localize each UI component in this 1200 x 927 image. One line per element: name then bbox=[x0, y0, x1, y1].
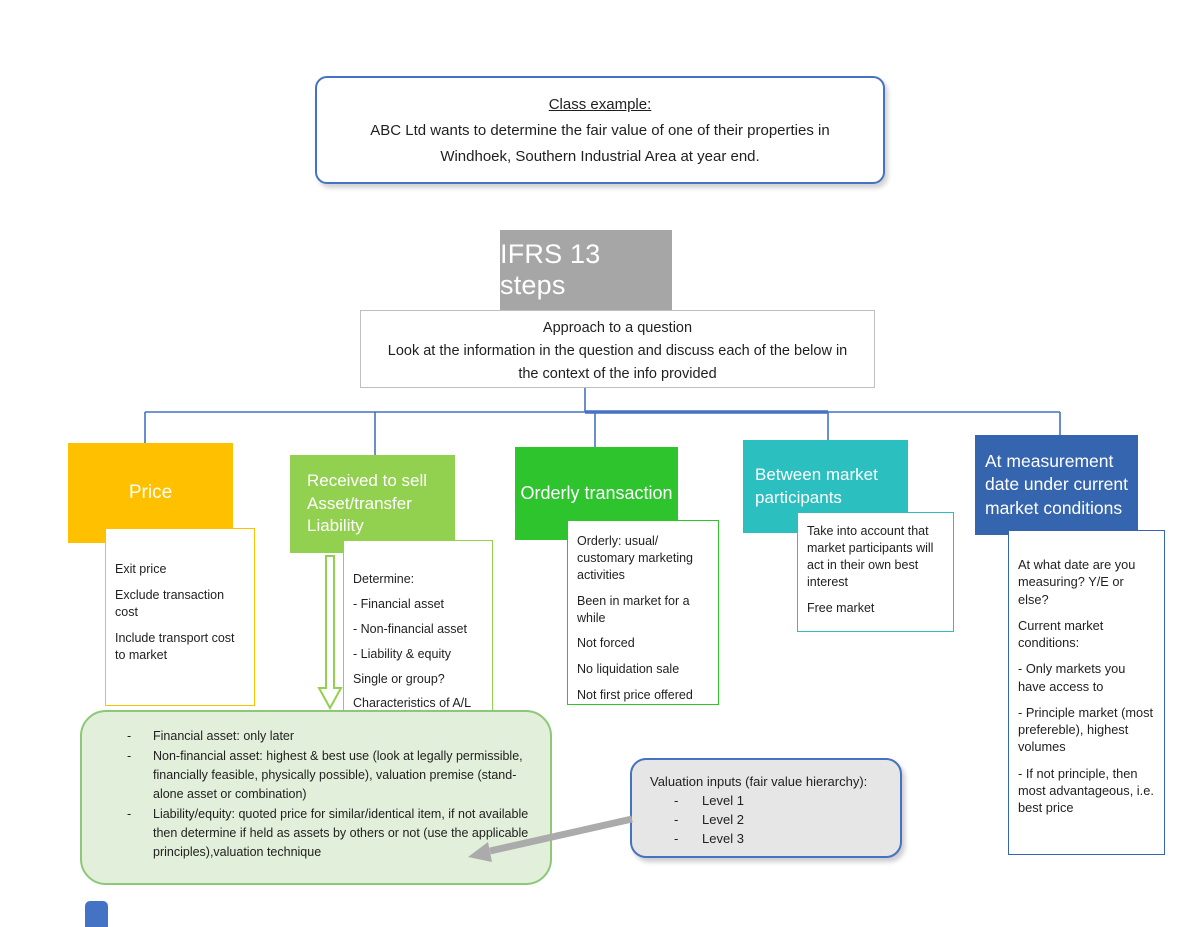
approach-line1: Approach to a question bbox=[542, 320, 693, 336]
approach-line3: the context of the info provided bbox=[518, 366, 717, 382]
header-orderly-transaction: Orderly transaction bbox=[515, 447, 678, 540]
valuation-level: Level 1 bbox=[702, 793, 744, 808]
class-example-title: Class example: bbox=[548, 96, 652, 113]
measurement-item: At what date are you measuring? Y/E or else? bbox=[1018, 557, 1136, 607]
class-example-line1: ABC Ltd wants to determine the fair value of one of their properties in bbox=[370, 122, 830, 139]
dash-bullet: - bbox=[127, 729, 132, 743]
orderly-item: Not first price offered bbox=[577, 688, 693, 703]
measurement-item: - Principle market (most prefereble), highest volumes bbox=[1018, 704, 1154, 755]
dash-bullet: - bbox=[674, 812, 679, 827]
participants-item: Take into account that market participants will act in their own best interest bbox=[807, 524, 934, 589]
class-example-line2: Windhoek, Southern Industrial Area at year end. bbox=[440, 148, 760, 165]
measurement-item: - Only markets you have access to bbox=[1018, 661, 1126, 694]
header-price: Price bbox=[68, 443, 233, 543]
header-received-to-sell: Received to sell Asset/transfer Liability bbox=[290, 455, 455, 553]
approach-line2: Look at the information in the question and discuss each of the below in bbox=[387, 343, 848, 359]
received-item: Determine: bbox=[353, 572, 415, 586]
orderly-item: Orderly: usual/ customary marketing activities bbox=[577, 534, 694, 582]
valuation-level: Level 3 bbox=[702, 831, 744, 846]
price-item: Exclude transaction cost bbox=[115, 587, 225, 619]
participants-item: Free market bbox=[807, 600, 875, 615]
header-between-market-participants: Between market participants bbox=[743, 440, 908, 533]
dash-bullet: - bbox=[674, 793, 679, 808]
price-item: Exit price bbox=[115, 562, 167, 576]
dash-bullet: - bbox=[674, 831, 679, 846]
dash-bullet: - bbox=[127, 807, 132, 821]
received-item: - Financial asset bbox=[353, 596, 445, 611]
asset-note-text: Financial asset: only later bbox=[153, 729, 295, 743]
valuation-inputs-title: Valuation inputs (fair value hierarchy): bbox=[650, 774, 868, 789]
dash-bullet: - bbox=[127, 749, 132, 763]
received-item: - Non-financial asset bbox=[353, 621, 467, 636]
asset-note-text: Non-financial asset: highest & best use (look at legally permissible, financially feasible, physically possible), valuation premise (stand-alone asset or combination) bbox=[153, 749, 523, 801]
received-item: Characteristics of A/L bbox=[353, 696, 472, 711]
price-item: Include transport cost to market bbox=[115, 630, 235, 662]
header-measurement-date: At measurement date under current market conditions bbox=[975, 435, 1138, 535]
orderly-item: Not forced bbox=[577, 636, 635, 651]
valuation-level: Level 2 bbox=[702, 812, 744, 827]
asset-note-text: Liability/equity: quoted price for similar/identical item, if not available then determine if held as assets by others or not (use the applicable principles),valuation technique bbox=[153, 807, 529, 859]
orderly-item: No liquidation sale bbox=[577, 662, 680, 677]
measurement-item: - If not principle, then most advantageous, i.e. best price bbox=[1018, 765, 1154, 816]
orderly-item: Been in market for a while bbox=[577, 593, 690, 625]
ifrs-title-box: IFRS 13 steps bbox=[500, 230, 672, 310]
received-item: - Liability & equity bbox=[353, 646, 451, 661]
measurement-item: Current market conditions: bbox=[1018, 617, 1104, 651]
received-item: Single or group? bbox=[353, 671, 445, 686]
